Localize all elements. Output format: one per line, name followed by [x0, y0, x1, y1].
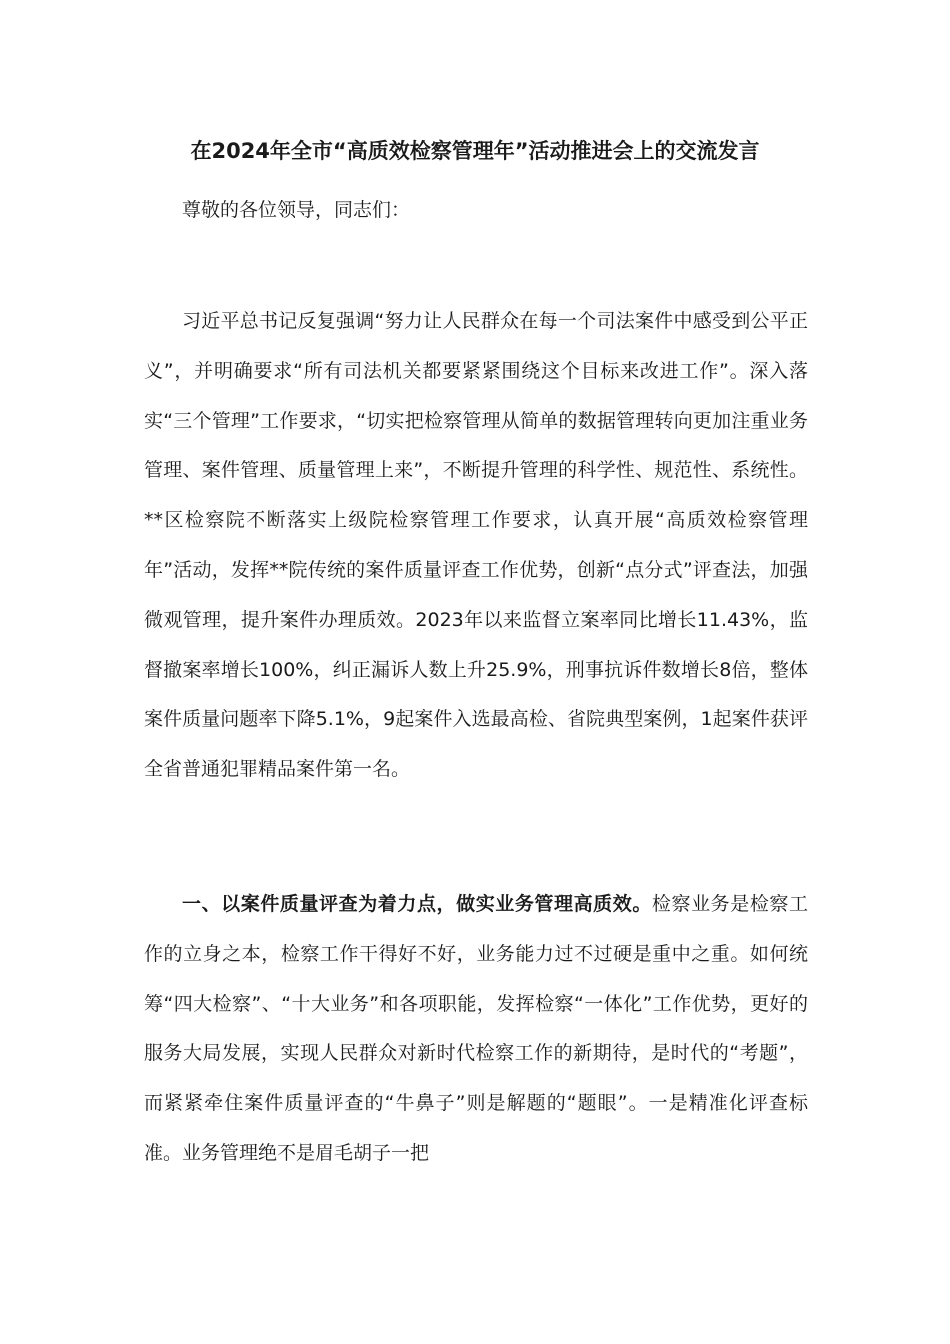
section-one-heading: 一、以案件质量评查为着力点，做实业务管理高质效。: [182, 893, 652, 915]
salutation: 尊敬的各位领导，同志们：: [182, 199, 411, 221]
section-one-text: 检察业务是检察工作的立身之本，检察工作干得好不好，业务能力过不过硬是重中之重。如何统筹“四大检察”、“十大业务”和各项职能，发挥检察“一体化”工作优势，更好的服务大局发展，实现人民群众对新时代检察工作的新期待，是时代的“考题”，而紧紧牵住案件质量评查的“牛鼻子”则是解题的“题眼”。一是精准化评查标准。业务管理绝不是眉毛胡子一把: [144, 893, 808, 1164]
paragraph-intro: 习近平总书记反复强调“努力让人民群众在每一个司法案件中感受到公平正义”，并明确要求“所有司法机关都要紧紧围绕这个目标来改进工作”。深入落实“三个管理”工作要求，“切实把检察管理从简单的数据管理转向更加注重业务管理、案件管理、质量管理上来”，不断提升管理的科学性、规范性、系统性。**区检察院不断落实上级院检察管理工作要求，认真开展“高质效检察管理年”活动，发挥**院传统的案件质量评查工作优势，创新“点分式”评查法，加强微观管理，提升案件办理质效。2023年以来监督立案率同比增长11.43%，监督撤案率增长100%，纠正漏诉人数上升25.9%，刑事抗诉件数增长8倍，整体案件质量问题率下降5.1%，9起案件入选最高检、省院典型案例，1起案件获评全省普通犯罪精品案件第一名。: [144, 310, 808, 781]
paragraph-section-one: [144, 880, 808, 1179]
document-title: 在2024年全市“高质效检察管理年”活动推进会上的交流发言: [190, 139, 760, 163]
